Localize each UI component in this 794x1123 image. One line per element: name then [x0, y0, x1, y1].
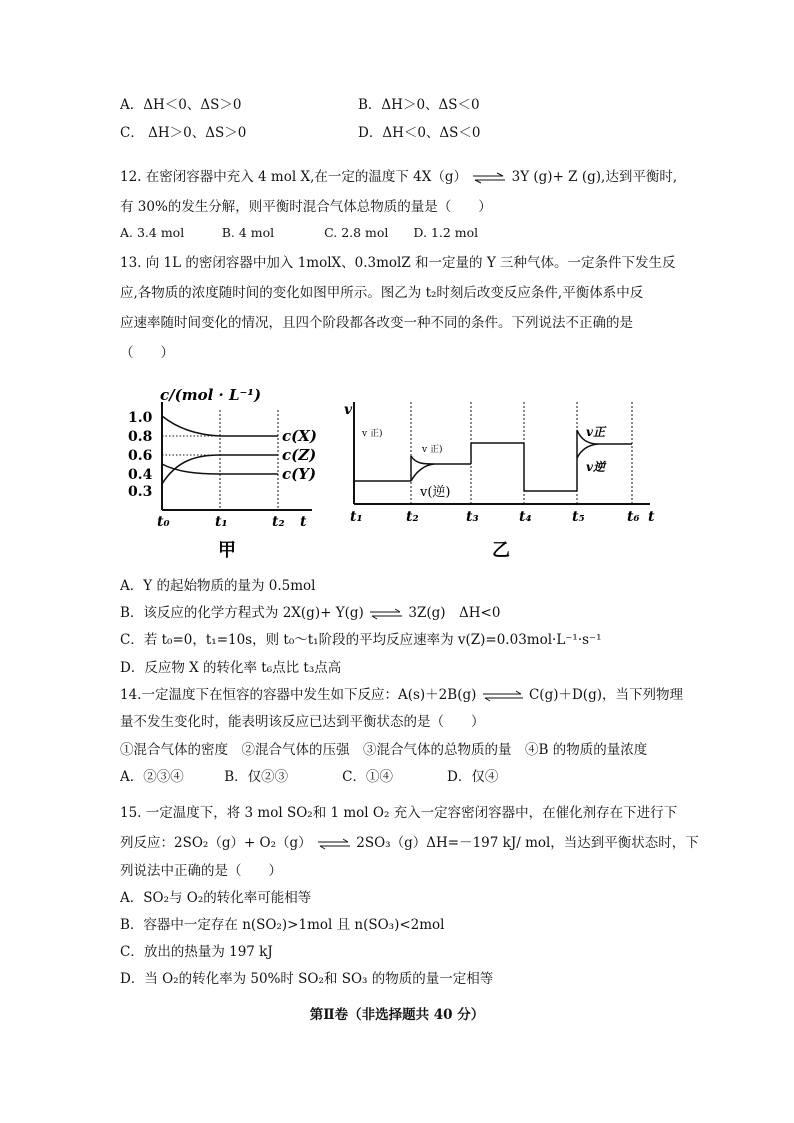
jia-ylabel: c/(mol · L⁻¹) — [160, 386, 262, 404]
q12-stem-part2: 3Y (g)+ Z (g),达到平衡时, — [511, 169, 678, 185]
q13-figures — [122, 380, 662, 569]
q15-stem-part1: 列反应：2SO₂（g）+ O₂（g） — [120, 835, 312, 851]
q11-option-c: C． ΔH＞0、ΔS＞0 — [120, 125, 247, 141]
q13-stem-line4: （ ） — [120, 345, 174, 361]
graph-jia — [128, 386, 317, 561]
q15-option-d: D．当 O₂的转化率为 50%时 SO₂和 SO₃ 的物质的量一定相等 — [120, 971, 494, 987]
q13-stem-line3: 应速率随时间变化的情况，且四个阶段都各改变一种不同的条件。下列说法不正确的是 — [120, 315, 633, 331]
jia-ytick-1.0: 1.0 — [128, 410, 153, 426]
equilibrium-arrow-icon — [471, 172, 507, 184]
yi-xtick-t2: t₂ — [406, 509, 419, 525]
yi-xtick-t3: t₃ — [466, 509, 479, 525]
yi-label-vzheng-3: v正 — [586, 425, 605, 439]
equilibrium-arrow-icon — [316, 838, 352, 850]
q14-conditions: ①混合气体的密度 ②混合气体的压强 ③混合气体的总物质的量 ④B 的物质的量浓度 — [120, 742, 648, 758]
q15-option-a: A．SO₂与 O₂的转化率可能相等 — [120, 890, 312, 906]
yi-label-vni: v(逆) — [420, 485, 451, 500]
yi-label-vzheng-1: v 正) — [362, 429, 383, 439]
q12-options: A. 3.4 mol B. 4 mol C. 2.8 mol D. 1.2 mol — [120, 225, 479, 240]
jia-xtick-t0: t₀ — [157, 514, 170, 530]
jia-label-cy: c(Y) — [282, 465, 317, 483]
jia-xtick-t2: t₂ — [272, 514, 285, 530]
yi-caption: 乙 — [492, 540, 510, 561]
q13-option-b — [120, 604, 500, 622]
q13-figure-svg — [122, 380, 662, 565]
q13-option-b-part1: B．该反应的化学方程式为 2X(g)+ Y(g) — [120, 605, 364, 621]
q11-option-b: B．ΔH＞0、ΔS＜0 — [358, 97, 480, 113]
q14-stem-line2: 量不发生变化时，能表明该反应已达到平衡状态的是（ ） — [120, 714, 485, 730]
q14-stem-part1: 14.一定温度下在恒容的容器中发生如下反应：A(s)＋2B(g) — [120, 687, 477, 703]
equilibrium-arrow-icon — [368, 608, 404, 620]
yi-seg2-vforward — [411, 456, 471, 464]
yi-label-vzheng-2: v 正) — [422, 445, 443, 455]
q12-stem-line2: 有 30%的发生分解，则平衡时混合气体总物质的量是（ ） — [120, 199, 492, 215]
jia-xtick-t: t — [300, 514, 307, 530]
q14-options: A．②③④ B．仅②③ C．①④ D．仅④ — [120, 769, 499, 785]
yi-ylabel: v — [344, 402, 353, 418]
q13-option-a: A．Y 的起始物质的量为 0.5mol — [120, 578, 316, 594]
q13-option-b-part2: 3Z(g) ΔH<0 — [408, 605, 501, 621]
yi-xtick-t4: t₄ — [519, 509, 532, 525]
q13-option-d: D．反应物 X 的转化率 t₆点比 t₃点高 — [120, 660, 342, 676]
yi-xtick-t6: t₆ — [627, 509, 640, 525]
jia-caption: 甲 — [218, 540, 236, 561]
jia-ytick-0.8: 0.8 — [128, 429, 153, 445]
q13-option-c: C．若 t₀=0，t₁=10s，则 t₀～t₁阶段的平均反应速率为 v(Z)=0.03mol·L⁻¹·s⁻¹ — [120, 632, 602, 648]
q11-option-d: D．ΔH＜0、ΔS＜0 — [358, 125, 481, 141]
yi-xtick-t1: t₁ — [350, 509, 363, 525]
jia-ytick-0.4: 0.4 — [128, 467, 153, 483]
q15-stem-line1: 15. 一定温度下，将 3 mol SO₂和 1 mol O₂ 充入一定容密闭容器中，在催化剂存在下进行下 — [120, 805, 678, 821]
yi-xtick-t5: t₅ — [572, 509, 585, 525]
jia-ytick-0.6: 0.6 — [128, 448, 153, 464]
graph-yi — [344, 402, 655, 561]
yi-label-vni-2: v逆 — [586, 460, 605, 474]
yi-seg2-vreverse — [411, 464, 434, 481]
q15-stem-part2: 2SO₃（g）ΔH=－197 kJ/ mol，当达到平衡状态时，下 — [356, 835, 699, 851]
q14-stem-line1 — [120, 686, 683, 704]
jia-label-cz: c(Z) — [282, 446, 317, 464]
q14-stem-part2: C(g)＋D(g)，当下列物理 — [528, 687, 683, 703]
jia-label-cx: c(X) — [282, 427, 317, 445]
yi-xtick-t: t — [648, 509, 655, 525]
q15-stem-line3: 列说法中正确的是（ ） — [120, 863, 282, 879]
q15-option-b: B．容器中一定存在 n(SO₂)>1mol 且 n(SO₃)<2mol — [120, 917, 445, 933]
q12-stem-line1 — [120, 168, 677, 186]
q15-stem-line2 — [120, 834, 699, 852]
section-title: 第Ⅱ卷（非选择题共 40 分） — [309, 1007, 485, 1023]
jia-xtick-t1: t₁ — [215, 514, 228, 530]
q13-stem-line1: 13. 向 1L 的密闭容器中加入 1molX、0.3molZ 和一定量的 Y 三种气体。一定条件下发生反 — [120, 255, 676, 271]
q11-option-a: A．ΔH＜0、ΔS＞0 — [120, 97, 242, 113]
equilibrium-arrow-icon — [481, 690, 525, 702]
q15-option-c: C．放出的热量为 197 kJ — [120, 944, 273, 960]
jia-ytick-0.3: 0.3 — [128, 484, 153, 500]
yi-seg5-vreverse — [577, 444, 598, 458]
q13-stem-line2: 应,各物质的浓度随时间的变化如图甲所示。图乙为 t₂时刻后改变反应条件,平衡体系中反 — [120, 285, 644, 301]
q12-stem-part1: 12. 在密闭容器中充入 4 mol X,在一定的温度下 4X（g） — [120, 169, 468, 185]
